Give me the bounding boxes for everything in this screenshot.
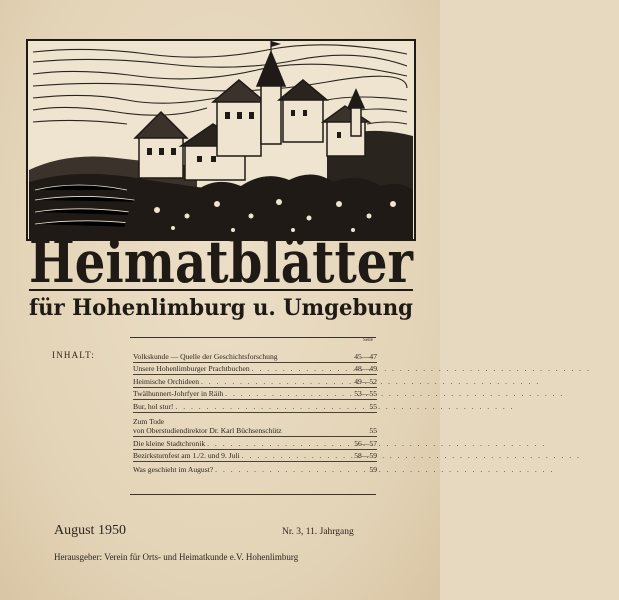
toc-entry-pages: 58—59 — [354, 451, 377, 461]
toc-entry-title: Die kleine Stadtchronik — [133, 438, 206, 448]
toc-entry-pages: 56—57 — [354, 438, 377, 448]
contents-top-rule — [130, 337, 376, 338]
toc-entry[interactable] — [133, 437, 377, 450]
masthead-subtitle: für Hohenlimburg u. Umgebung — [29, 295, 413, 321]
publisher-line: Herausgeber: Verein für Orts- und Heimatkunde e.V. Hohenlimburg — [54, 552, 299, 562]
woodcut-illustration — [27, 40, 415, 332]
toc-entry-title: Zum Tode — [133, 416, 165, 426]
masthead-title: Heimatblätter — [29, 228, 415, 296]
toc-entry[interactable] — [133, 363, 377, 376]
toc-entry-pages: 55 — [369, 401, 377, 411]
toc-entry[interactable] — [133, 375, 377, 388]
toc-entry-title: Unsere Hohenlimburger Prachtbuchen — [133, 364, 250, 374]
issue-number: Nr. 3, 11. Jahrgang — [282, 527, 354, 537]
toc-entry-title: Bezirksturnfest am 1./2. und 9. Juli — [133, 451, 240, 461]
issue-date: August 1950 — [54, 523, 126, 538]
toc-entry[interactable] — [133, 350, 377, 363]
toc-entry-pages: 59 — [369, 464, 377, 474]
toc-entry-title: Volkskunde — Quelle der Geschichtsforschung — [133, 351, 278, 361]
toc-entry[interactable] — [133, 388, 377, 401]
toc-entry-title: Bur, hol stur! — [133, 401, 174, 411]
toc-entry-pages: 48—49 — [354, 364, 377, 374]
toc-entry-pages: 53—55 — [354, 389, 377, 399]
toc-entry-subtitle: von Oberstudiendirektor Dr. Karl Büchsenschütz — [133, 425, 282, 435]
contents-bottom-rule — [130, 494, 376, 495]
toc-entry-title: Was geschieht im August? — [133, 464, 214, 474]
toc-entry-title: Twälhunnert-Johrfyer in Räih — [133, 389, 224, 399]
toc-entry-pages: 45—47 — [354, 351, 377, 361]
toc-entry[interactable] — [133, 462, 377, 475]
toc-entry-title: Heimische Orchideen — [133, 376, 199, 386]
toc-entry[interactable] — [133, 400, 377, 413]
toc-entry-pages: 55 — [369, 425, 377, 435]
page-column-header: Seite — [363, 338, 373, 343]
toc-entry[interactable] — [133, 413, 377, 437]
table-of-contents — [133, 350, 377, 475]
toc-entry-pages: 49—52 — [354, 376, 377, 386]
toc-entry[interactable] — [133, 450, 377, 463]
contents-label: INHALT: — [52, 350, 96, 360]
